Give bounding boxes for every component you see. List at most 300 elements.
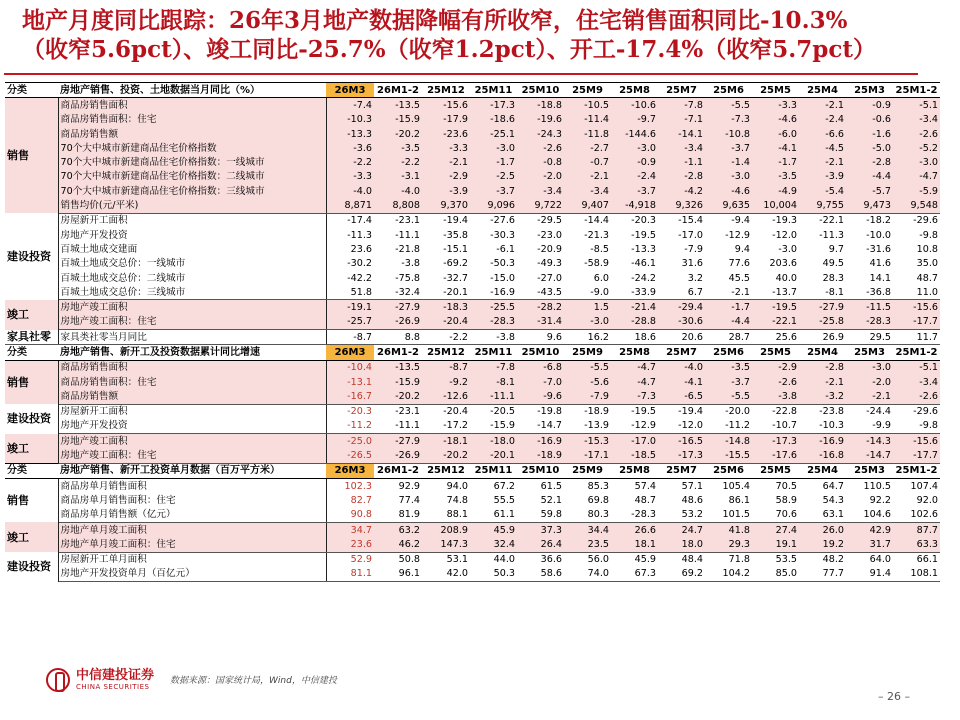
table-cell: -3.1 — [401, 171, 420, 183]
column-header: 25M11 — [470, 83, 517, 98]
column-header: 25M5 — [752, 463, 799, 478]
table-cell: -3.3 — [778, 99, 797, 111]
table-cell: -2.8 — [872, 157, 891, 169]
table-cell: -20.3 — [347, 406, 372, 418]
table-cell: -16.9 — [819, 435, 844, 447]
indicator-name: 70个大中城市新建商品住宅价格指数：三线城市 — [58, 184, 326, 198]
table-cell: 31.7 — [846, 537, 893, 552]
table-cell: -4.6 — [731, 185, 750, 197]
table-cell: -12.0 — [772, 229, 797, 241]
table-cell: 58.6 — [517, 567, 564, 582]
table-cell: -4.6 — [778, 114, 797, 126]
table-cell: -4,918 — [611, 198, 658, 213]
table-cell: 18.0 — [658, 537, 705, 552]
table-cell: 61.1 — [470, 508, 517, 523]
table-cell: -28.3 — [846, 315, 893, 330]
table-cell: -4.4 — [872, 171, 891, 183]
table-row — [5, 155, 940, 169]
column-header: 25M5 — [752, 83, 799, 98]
table-cell: 32.4 — [470, 537, 517, 552]
table-cell: -2.5 — [496, 171, 515, 183]
table-cell: 92.2 — [869, 494, 891, 506]
table-cell: 58.9 — [775, 494, 797, 506]
table-row — [5, 315, 940, 330]
column-header: 25M8 — [611, 463, 658, 478]
table-cell: -7.8 — [684, 99, 703, 111]
table-cell: -25.0 — [347, 435, 372, 447]
page-title — [22, 6, 942, 64]
table-cell: -18.0 — [490, 435, 515, 447]
table-cell: 37.3 — [540, 524, 562, 536]
table-cell: -9.7 — [637, 114, 656, 126]
table-row — [5, 375, 940, 389]
table-cell: -7.1 — [684, 114, 703, 126]
table-cell: -5.5 — [590, 362, 609, 374]
table-cell: -6.0 — [778, 128, 797, 140]
row-group-category: 销售 — [5, 360, 58, 404]
column-header: 25M7 — [658, 463, 705, 478]
column-header: 25M4 — [799, 463, 846, 478]
table-cell: 57.4 — [634, 480, 656, 492]
table-cell: 108.1 — [893, 567, 940, 582]
row-group-category: 竣工 — [5, 434, 58, 464]
table-cell: 110.5 — [863, 480, 891, 492]
table-cell: -15.1 — [443, 243, 468, 255]
table-cell: 25.6 — [752, 330, 799, 345]
table-cell: -10.3 — [799, 419, 846, 434]
table-cell: -2.0 — [543, 171, 562, 183]
table-cell: 53.5 — [775, 554, 797, 566]
table-cell: -3.4 — [543, 185, 562, 197]
table-cell: 10,004 — [752, 198, 799, 213]
table-cell: -2.1 — [590, 171, 609, 183]
table-cell: -8.7 — [449, 362, 468, 374]
table-cell: -5.5 — [731, 99, 750, 111]
table-cell: -20.2 — [374, 389, 422, 404]
table-cell: -8.7 — [326, 330, 374, 345]
table-cell: -75.8 — [395, 272, 420, 284]
table-cell: 77.6 — [728, 258, 750, 270]
table-cell: -18.2 — [866, 215, 891, 227]
table-cell: -28.3 — [611, 508, 658, 523]
table-cell: -7.8 — [496, 362, 515, 374]
table-cell: -0.7 — [590, 157, 609, 169]
table-cell: 54.3 — [822, 494, 844, 506]
table-cell: 28.3 — [822, 272, 844, 284]
company-logo-icon — [46, 668, 70, 692]
table-cell: -15.0 — [490, 272, 515, 284]
table-cell: 9,096 — [470, 198, 517, 213]
table-cell: -14.7 — [846, 448, 893, 463]
section-heading: 房地产销售、新开工及投资数据累计同比增速 — [58, 345, 326, 360]
table-cell: 102.6 — [893, 508, 940, 523]
column-header: 26M1-2 — [374, 463, 422, 478]
table-cell: -10.5 — [584, 99, 609, 111]
table-cell: -14.7 — [517, 419, 564, 434]
table-cell: -18.3 — [443, 302, 468, 314]
table-cell: -7.9 — [564, 389, 611, 404]
table-cell: -2.1 — [825, 99, 844, 111]
table-cell: -1.1 — [684, 157, 703, 169]
table-cell: 208.9 — [440, 524, 468, 536]
table-cell: -4.0 — [353, 185, 372, 197]
table-cell: -2.9 — [778, 362, 797, 374]
column-header: 26M3 — [326, 463, 374, 478]
table-cell: 105.4 — [722, 480, 750, 492]
table-cell: 8.8 — [374, 330, 422, 345]
table-cell: -15.9 — [395, 114, 420, 126]
table-cell: 50.8 — [398, 554, 420, 566]
column-header: 25M3 — [846, 345, 893, 360]
table-cell: -8.1 — [496, 376, 515, 388]
table-cell: -3.5 — [778, 171, 797, 183]
table-cell: -14.1 — [678, 128, 703, 140]
table-cell: -17.7 — [893, 315, 940, 330]
table-cell: 14.1 — [869, 272, 891, 284]
section-heading: 房地产销售、投资、土地数据当月同比（%） — [58, 83, 326, 98]
table-cell: -7.0 — [543, 376, 562, 388]
indicator-name: 家具类社零当月同比 — [58, 330, 326, 345]
column-header: 25M9 — [564, 463, 611, 478]
table-cell: -2.6 — [543, 142, 562, 154]
indicator-name: 70个大中城市新建商品住宅价格指数：一线城市 — [58, 155, 326, 169]
table-cell: 67.3 — [611, 567, 658, 582]
table-row — [5, 567, 940, 582]
table-cell: -42.2 — [347, 272, 372, 284]
table-row — [5, 389, 940, 404]
table-cell: 92.9 — [398, 480, 420, 492]
table-cell: -18.5 — [611, 448, 658, 463]
table-cell: -23.6 — [443, 128, 468, 140]
table-cell: 64.7 — [822, 480, 844, 492]
table-cell: -19.4 — [678, 406, 703, 418]
table-cell: -23.8 — [819, 406, 844, 418]
table-cell: -17.0 — [678, 229, 703, 241]
table-cell: 87.7 — [916, 524, 938, 536]
table-cell: 26.6 — [634, 524, 656, 536]
table-cell: 20.6 — [658, 330, 705, 345]
table-cell: -49.3 — [537, 258, 562, 270]
table-cell: -18.8 — [537, 99, 562, 111]
table-cell: -3.9 — [825, 171, 844, 183]
table-cell: -27.0 — [537, 272, 562, 284]
page-title-line-2: （收窄5.6pct）、竣工同比-25.7%（收窄1.2pct）、开工-17.4%（收窄5.7pct） — [22, 36, 877, 63]
table-cell: 48.7 — [634, 494, 656, 506]
table-cell: -6.8 — [543, 362, 562, 374]
column-header: 25M10 — [517, 83, 564, 98]
table-cell: -5.1 — [919, 99, 938, 111]
table-row — [5, 170, 940, 184]
table-cell: -29.5 — [537, 215, 562, 227]
table-row — [5, 213, 940, 228]
table-cell: 16.2 — [564, 330, 611, 345]
table-cell: -20.1 — [470, 448, 517, 463]
table-cell: -29.6 — [913, 215, 938, 227]
table-cell: -0.8 — [543, 157, 562, 169]
table-cell: -12.6 — [422, 389, 470, 404]
table-row — [5, 184, 940, 198]
table-cell: 9,755 — [799, 198, 846, 213]
table-cell: 70.6 — [752, 508, 799, 523]
table-cell: 104.6 — [846, 508, 893, 523]
table-cell: -2.8 — [684, 171, 703, 183]
table-cell: -9.0 — [564, 285, 611, 300]
table-cell: -33.9 — [611, 285, 658, 300]
table-cell: -19.6 — [537, 114, 562, 126]
table-row — [5, 257, 940, 271]
table-cell: -3.8 — [470, 330, 517, 345]
column-header: 26M1-2 — [374, 83, 422, 98]
table-cell: -10.8 — [725, 128, 750, 140]
table-cell: 35.0 — [916, 258, 938, 270]
table-cell: -9.8 — [919, 229, 938, 241]
table-row — [5, 479, 940, 494]
table-cell: -21.8 — [395, 243, 420, 255]
section-header-row — [5, 83, 940, 98]
table-cell: 92.0 — [916, 494, 938, 506]
table-cell: -9.2 — [449, 376, 468, 388]
table-cell: 9,407 — [564, 198, 611, 213]
table-cell: -50.3 — [490, 258, 515, 270]
table-cell: -46.1 — [631, 258, 656, 270]
table-cell: -15.3 — [584, 435, 609, 447]
table-cell: 63.3 — [893, 537, 940, 552]
table-cell: 9,473 — [846, 198, 893, 213]
table-cell: 34.7 — [350, 524, 372, 536]
table-cell: 9.4 — [734, 243, 750, 255]
indicator-name: 房屋新开工面积 — [58, 213, 326, 228]
column-header: 25M4 — [799, 345, 846, 360]
table-cell: -23.0 — [537, 229, 562, 241]
table-cell: -17.3 — [490, 99, 515, 111]
table-cell: -23.1 — [395, 215, 420, 227]
column-header: 25M6 — [705, 83, 752, 98]
table-cell: 107.4 — [910, 480, 938, 492]
row-group-category: 竣工 — [5, 300, 58, 330]
table-cell: -25.5 — [490, 302, 515, 314]
table-cell: -4.0 — [401, 185, 420, 197]
table-cell: 23.6 — [326, 537, 374, 552]
table-cell: -9.9 — [846, 419, 893, 434]
table-cell: 71.8 — [728, 554, 750, 566]
table-cell: 51.8 — [326, 285, 374, 300]
table-cell: -1.7 — [778, 157, 797, 169]
table-cell: -17.7 — [893, 448, 940, 463]
table-cell: 56.0 — [587, 554, 609, 566]
table-cell: -2.1 — [449, 157, 468, 169]
table-cell: -10.6 — [631, 99, 656, 111]
table-cell: 57.1 — [681, 480, 703, 492]
table-cell: 23.5 — [564, 537, 611, 552]
table-cell: -11.1 — [374, 419, 422, 434]
table-cell: -3.7 — [731, 376, 750, 388]
column-header: 25M1-2 — [893, 83, 940, 98]
table-cell: -16.9 — [537, 435, 562, 447]
table-cell: -6.6 — [825, 128, 844, 140]
column-header: 25M7 — [658, 345, 705, 360]
table-cell: -10.7 — [752, 419, 799, 434]
column-header: 25M10 — [517, 463, 564, 478]
table-cell: 64.0 — [869, 554, 891, 566]
table-cell: -5.6 — [590, 376, 609, 388]
section-category-header: 分类 — [5, 463, 58, 478]
indicator-name: 商品房单月销售额（亿元） — [58, 508, 326, 523]
table-cell: -13.3 — [347, 128, 372, 140]
indicator-name: 销售均价(元/平米) — [58, 198, 326, 213]
table-cell: -3.8 — [401, 258, 420, 270]
table-cell: -15.6 — [443, 99, 468, 111]
table-cell: -28.3 — [470, 315, 517, 330]
table-cell: -26.9 — [374, 448, 422, 463]
indicator-name: 百城土地成交建面 — [58, 242, 326, 256]
indicator-name: 70个大中城市新建商品住宅价格指数：二线城市 — [58, 170, 326, 184]
table-cell: 94.0 — [446, 480, 468, 492]
table-cell: 41.6 — [869, 258, 891, 270]
table-cell: -20.2 — [395, 128, 420, 140]
table-cell: -31.6 — [866, 243, 891, 255]
table-cell: 26.0 — [822, 524, 844, 536]
table-row — [5, 404, 940, 419]
table-cell: 55.5 — [493, 494, 515, 506]
column-header: 25M9 — [564, 345, 611, 360]
table-cell: 147.3 — [422, 537, 470, 552]
table-cell: -20.9 — [537, 243, 562, 255]
table-cell: -7.4 — [353, 99, 372, 111]
table-cell: 91.4 — [846, 567, 893, 582]
table-cell: -17.9 — [443, 114, 468, 126]
table-cell: -11.1 — [470, 389, 517, 404]
table-cell: -6.1 — [496, 243, 515, 255]
table-cell: -17.0 — [631, 435, 656, 447]
table-cell: -5.4 — [825, 185, 844, 197]
table-cell: 40.0 — [775, 272, 797, 284]
table-cell: 77.7 — [799, 567, 846, 582]
table-cell: 1.5 — [593, 302, 609, 314]
row-group-category: 建设投资 — [5, 552, 58, 582]
table-cell: 19.2 — [799, 537, 846, 552]
table-cell: 9,722 — [517, 198, 564, 213]
title-divider — [4, 73, 918, 75]
table-cell: 9.7 — [828, 243, 844, 255]
table-cell: -12.9 — [611, 419, 658, 434]
table-cell: 8,808 — [374, 198, 422, 213]
table-cell: -3.5 — [401, 142, 420, 154]
logo-name-en: CHINA SECURITIES — [76, 682, 150, 691]
table-cell: -11.1 — [395, 229, 420, 241]
column-header: 26M3 — [326, 83, 374, 98]
table-cell: -0.9 — [872, 99, 891, 111]
table-cell: 9.6 — [517, 330, 564, 345]
column-header: 25M3 — [846, 83, 893, 98]
table-cell: -1.4 — [731, 157, 750, 169]
table-cell: -0.9 — [637, 157, 656, 169]
section-heading: 房地产销售、新开工投资单月数据（百万平方米） — [58, 463, 326, 478]
table-cell: -9.4 — [731, 215, 750, 227]
table-row — [5, 448, 940, 463]
table-cell: -27.9 — [395, 302, 420, 314]
table-cell: -2.1 — [705, 285, 752, 300]
table-cell: 9,635 — [705, 198, 752, 213]
table-cell: -3.7 — [731, 142, 750, 154]
table-cell: -2.6 — [919, 128, 938, 140]
table-cell: -15.9 — [395, 376, 420, 388]
table-cell: -3.0 — [919, 157, 938, 169]
table-cell: -15.4 — [678, 215, 703, 227]
table-cell: -21.4 — [631, 302, 656, 314]
table-cell: -11.8 — [584, 128, 609, 140]
table-cell: -17.1 — [564, 448, 611, 463]
indicator-name: 商品房销售面积 — [58, 98, 326, 113]
table-cell: -2.1 — [846, 389, 893, 404]
table-cell: -3.0 — [731, 171, 750, 183]
table-cell: -17.6 — [752, 448, 799, 463]
table-row — [5, 508, 940, 523]
table-cell: -10.4 — [347, 362, 372, 374]
table-cell: 77.4 — [398, 494, 420, 506]
table-cell: -20.5 — [490, 406, 515, 418]
table-cell: 52.1 — [540, 494, 562, 506]
table-cell: -13.9 — [564, 419, 611, 434]
table-cell: -20.1 — [422, 285, 470, 300]
table-cell: -2.9 — [449, 171, 468, 183]
table-row — [5, 141, 940, 155]
table-cell: 53.1 — [446, 554, 468, 566]
row-group-category: 家具社零 — [5, 330, 58, 345]
table-cell: -32.7 — [443, 272, 468, 284]
table-cell: 61.5 — [540, 480, 562, 492]
table-cell: -26.9 — [374, 315, 422, 330]
table-cell: -2.1 — [825, 157, 844, 169]
table-cell: 63.2 — [398, 524, 420, 536]
table-cell: -4.7 — [637, 362, 656, 374]
table-cell: 48.4 — [681, 554, 703, 566]
table-row — [5, 552, 940, 567]
indicator-name: 百城土地成交总价：一线城市 — [58, 257, 326, 271]
table-cell: 26.9 — [799, 330, 846, 345]
indicator-name: 房地产单月竣工面积：住宅 — [58, 537, 326, 552]
table-cell: -3.5 — [731, 362, 750, 374]
data-source-note: 数据来源：国家统计局，Wind，中信建投 — [170, 676, 337, 686]
table-cell: -13.1 — [347, 376, 372, 388]
table-cell: -9.8 — [893, 419, 940, 434]
table-cell: 6.7 — [658, 285, 705, 300]
table-cell: -13.5 — [395, 99, 420, 111]
table-cell: -30.2 — [347, 258, 372, 270]
table-cell: -69.2 — [443, 258, 468, 270]
table-row — [5, 419, 940, 434]
indicator-name: 房屋新开工单月面积 — [58, 552, 326, 567]
table-cell: -14.4 — [584, 215, 609, 227]
table-cell: -7.9 — [684, 243, 703, 255]
table-row — [5, 285, 940, 300]
indicator-name: 商品房单月销售面积 — [58, 479, 326, 494]
table-cell: 81.1 — [326, 567, 374, 582]
table-cell: -3.0 — [637, 142, 656, 154]
table-cell: 104.2 — [705, 567, 752, 582]
table-cell: 45.9 — [634, 554, 656, 566]
table-cell: 67.2 — [493, 480, 515, 492]
table-cell: -3.0 — [778, 243, 797, 255]
table-row — [5, 242, 940, 256]
table-cell: -28.8 — [611, 315, 658, 330]
table-cell: -17.4 — [347, 215, 372, 227]
table-row — [5, 198, 940, 213]
table-cell: 45.5 — [728, 272, 750, 284]
table-row — [5, 434, 940, 449]
table-cell: 11.7 — [893, 330, 940, 345]
table-cell: -24.3 — [537, 128, 562, 140]
table-cell: -13.5 — [395, 362, 420, 374]
